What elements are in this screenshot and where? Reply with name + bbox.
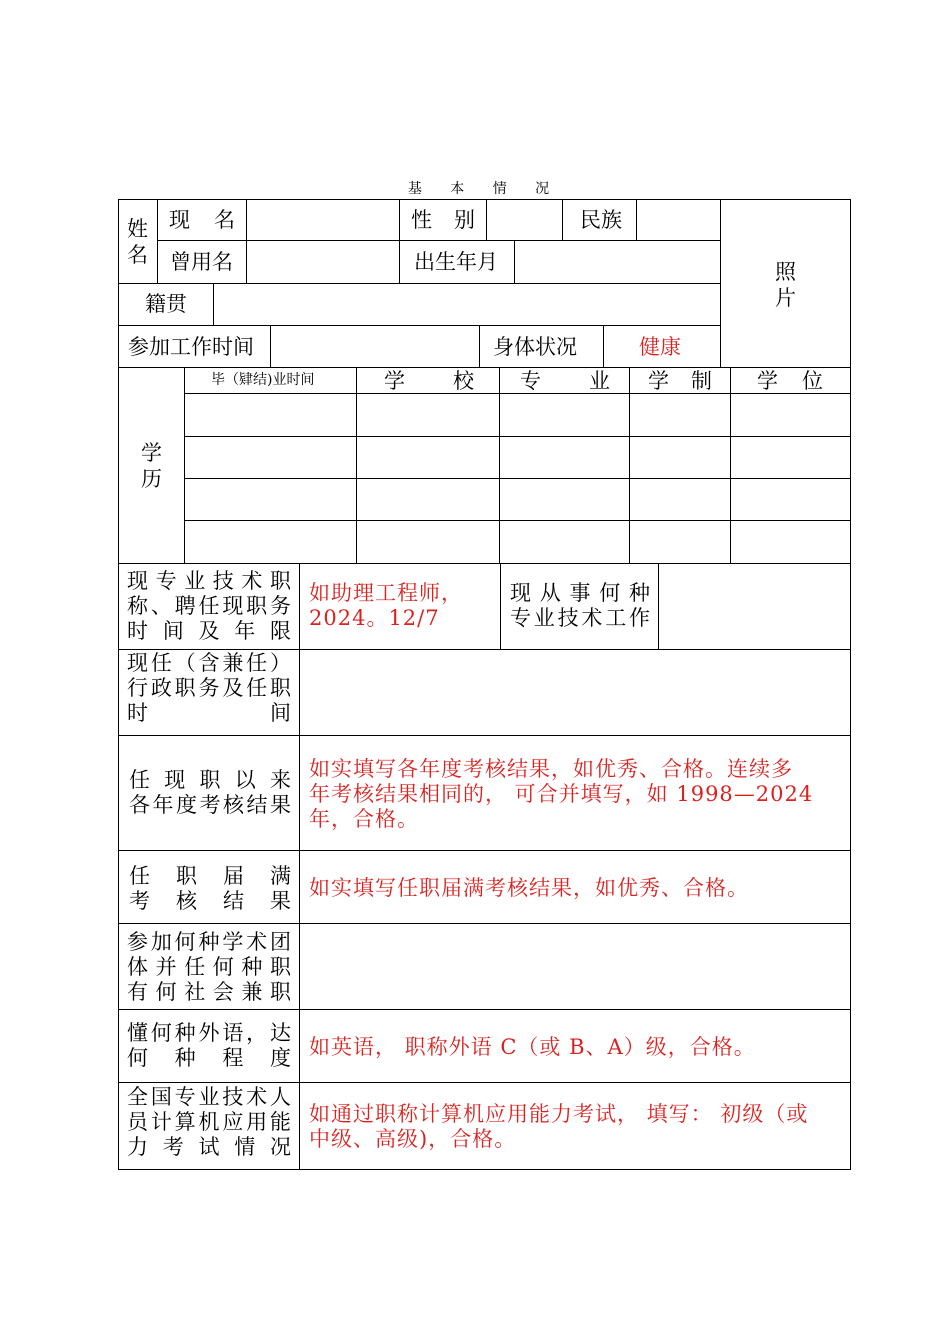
work-start-field[interactable] bbox=[271, 326, 478, 366]
annual-review-value[interactable]: 如实填写各年度考核结果，如优秀、合格。连续多 年考核结果相同的， 可合并填写，如 1998—2024 年，合格。 bbox=[309, 757, 814, 831]
major-header: 专 业 bbox=[520, 369, 610, 393]
gender-field[interactable] bbox=[487, 200, 561, 240]
health-value[interactable]: 健康 bbox=[639, 335, 681, 359]
former-name-label: 曾用名 bbox=[170, 250, 233, 274]
education-row[interactable] bbox=[185, 479, 850, 519]
term-review-label: 任 职 届 满 考 核 结 果 bbox=[129, 864, 291, 913]
tech-title-label: 现专业技术职 称、聘任现职务 时 间 及 年 限 bbox=[127, 569, 291, 643]
computer-exam-value[interactable]: 如通过职称计算机应用能力考试， 填写： 初级（或 中级、高级)，合格。 bbox=[309, 1102, 809, 1151]
ethnicity-field[interactable] bbox=[637, 200, 719, 240]
tech-title-value[interactable]: 如助理工程师， 2024。12/7 bbox=[309, 581, 463, 630]
current-work-label: 现从事何种 专业技术工作 bbox=[510, 581, 650, 630]
language-label: 懂何种外语，达 何 种 程 度 bbox=[127, 1021, 291, 1070]
education-row[interactable] bbox=[185, 437, 850, 477]
education-row[interactable] bbox=[185, 394, 850, 435]
current-name-field[interactable] bbox=[247, 200, 398, 240]
birth-date-label: 出生年月 bbox=[414, 250, 498, 274]
form-title: 基 本 情 况 bbox=[407, 181, 562, 197]
gender-label: 性 别 bbox=[411, 208, 475, 232]
birth-date-field[interactable] bbox=[515, 242, 719, 282]
computer-exam-label: 全国专业技术人 员计算机应用能 力 考 试 情 况 bbox=[127, 1085, 291, 1159]
former-name-field[interactable] bbox=[247, 242, 398, 282]
education-row[interactable] bbox=[185, 521, 850, 562]
current-work-field[interactable] bbox=[659, 564, 850, 648]
name-label: 姓名 bbox=[127, 217, 148, 267]
education-label: 学历 bbox=[141, 441, 162, 491]
term-review-value[interactable]: 如实填写任职届满考核结果，如优秀、合格。 bbox=[309, 876, 749, 900]
health-label: 身体状况 bbox=[493, 335, 577, 359]
graduation-time-header: 毕（肄结)业时间 bbox=[211, 372, 315, 388]
ethnicity-label: 民族 bbox=[580, 208, 622, 232]
native-place-field[interactable] bbox=[214, 284, 719, 324]
photo-label: 照片 bbox=[775, 260, 796, 310]
language-value[interactable]: 如英语， 职称外语 C（或 B、A）级，合格。 bbox=[309, 1035, 756, 1059]
work-start-label: 参加工作时间 bbox=[128, 335, 254, 359]
annual-review-label: 任 现 职 以 来 各年度考核结果 bbox=[129, 768, 291, 817]
study-length-header: 学 制 bbox=[648, 369, 712, 393]
admin-post-label: 现任（含兼任） 行政职务及任职 时 间 bbox=[127, 651, 291, 725]
degree-header: 学 位 bbox=[757, 369, 823, 393]
admin-post-field[interactable] bbox=[300, 650, 850, 734]
school-header: 学 校 bbox=[384, 369, 474, 393]
current-name-label: 现 名 bbox=[169, 208, 235, 232]
native-place-label: 籍贯 bbox=[145, 292, 187, 316]
academic-label: 参加何种学术团 体并任何种职 有何社会兼职 bbox=[127, 930, 291, 1004]
academic-field[interactable] bbox=[300, 924, 850, 1008]
